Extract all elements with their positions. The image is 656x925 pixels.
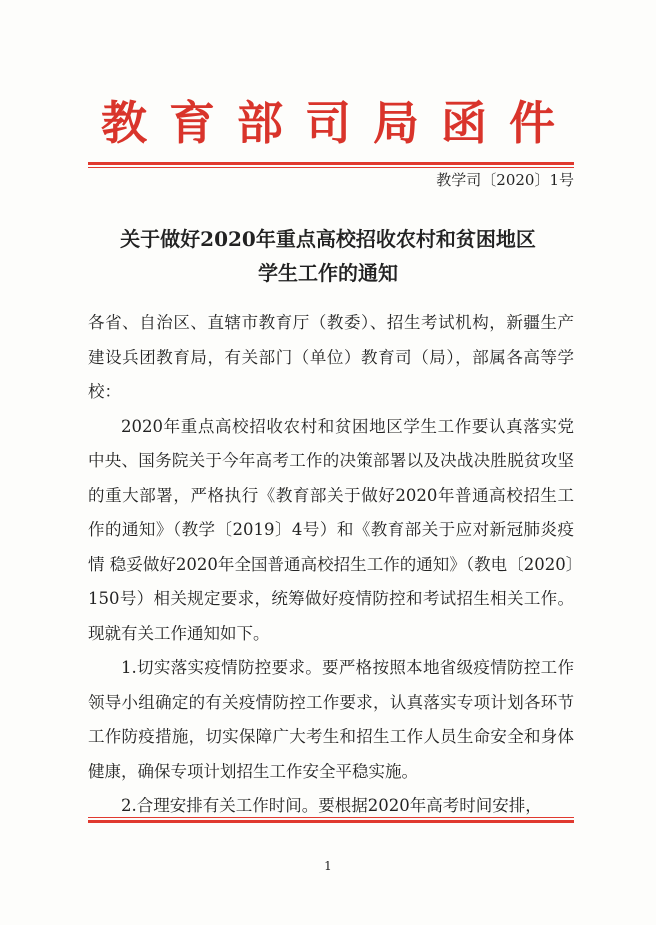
notice-title-line-1: 关于做好2020年重点高校招收农村和贫困地区 [120, 227, 536, 251]
item-2-paragraph: 2.合理安排有关工作时间。要根据2020年高考时间安排， [121, 796, 542, 815]
page-number: 1 [324, 859, 332, 873]
footer-rule-thick [88, 820, 574, 823]
item-1-paragraph: 1.切实落实疫情防控要求。要严格按照本地省级疫情防控工作领导小组确定的有关疫情防控工作要求，认真落实专项计划各环节工作防疫措施，切实保障广大考生和招生工作人员生命安全和身体健康，确保专项计划招生工作安全平稳实施。 [88, 658, 574, 781]
letterhead-rule-thick [88, 162, 574, 165]
addressee-paragraph: 各省、自治区、直辖市教育厅（教委）、招生考试机构，新疆生产建设兵团教育局，有关部门（单位）教育司（局），部属各高等学校： [88, 313, 574, 401]
footer-rule-thin [88, 817, 574, 818]
letterhead-title: 教育部司局函件 [101, 96, 577, 150]
intro-paragraph: 2020年重点高校招收农村和贫困地区学生工作要认真落实党中央、国务院关于今年高考工作的决策部署以及决战决胜脱贫攻坚的重大部署，严格执行《教育部关于做好2020年普通高校招生工作的通知》（教学〔2019〕4号）和《教育部关于应对新冠肺炎疫情 稳妥做好2020年全国普通高校招生工作的通知》（教电〔2020〕150号）相关规定要求，统筹做好疫情防控和考试招生相关工作。现就有关工作通知如下。 [88, 416, 574, 643]
notice-title [60, 222, 596, 290]
notice-body [88, 306, 574, 824]
document-number: 教学司〔2020〕1号 [436, 171, 574, 189]
notice-title-line-2: 学生工作的通知 [258, 261, 398, 285]
